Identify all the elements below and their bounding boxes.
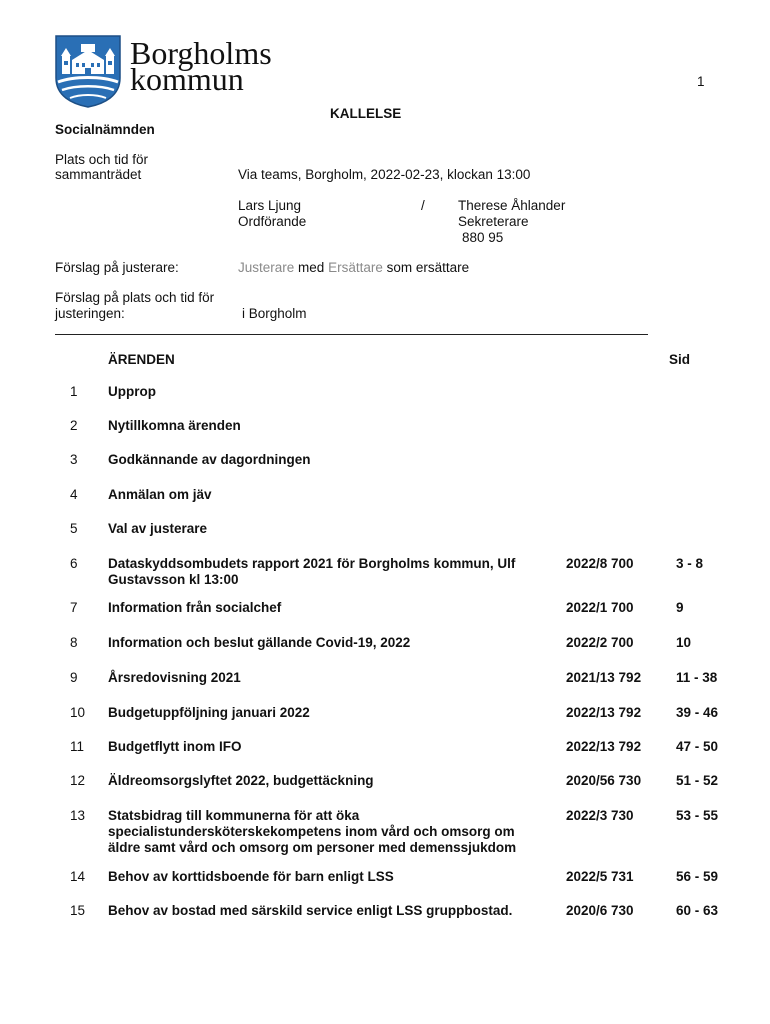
agenda-item-pages: 51 - 52	[676, 773, 719, 788]
agenda-item-diarienummer: 2022/13 792	[566, 739, 642, 754]
agenda-item-title: Anmälan om jäv	[108, 487, 212, 502]
agenda-item-number: 7	[70, 600, 78, 615]
agenda-item-diarienummer: 2022/2 700	[566, 635, 634, 650]
agenda-item-title: Behov av bostad med särskild service enligt LSS gruppbostad.	[108, 903, 513, 918]
agenda-item-number: 15	[70, 903, 86, 918]
secretary-name: Therese Åhlander	[458, 198, 566, 213]
page-number: 1	[697, 74, 705, 89]
agenda-item-pages: 53 - 55	[676, 808, 719, 823]
agenda-item-pages: 56 - 59	[676, 869, 719, 884]
secretary-phone: 880 95	[462, 230, 504, 245]
agenda-item-title: Information från socialchef	[108, 600, 282, 615]
chair-role: Ordförande	[238, 214, 307, 229]
agenda-item-number: 5	[70, 521, 78, 536]
agenda-item-number: 1	[70, 384, 78, 399]
document-type: KALLELSE	[330, 106, 402, 121]
agenda-item-number: 9	[70, 670, 78, 685]
justerare-suffix: som ersättare	[386, 260, 470, 275]
agenda-item-title: Budgetflytt inom IFO	[108, 739, 242, 754]
justering-value: i Borgholm	[242, 306, 307, 321]
signature-separator: /	[421, 198, 425, 213]
place-label-cont: sammanträdet	[55, 167, 142, 182]
justerare-placeholder: Justerare	[238, 260, 295, 275]
coat-of-arms-icon	[54, 34, 122, 108]
agenda-item-pages: 9	[676, 600, 684, 615]
agenda-item-pages: 60 - 63	[676, 903, 719, 918]
agenda-item-number: 11	[70, 739, 85, 754]
agenda-item-title: Behov av korttidsboende för barn enligt LSS	[108, 869, 394, 884]
agenda-item-diarienummer: 2022/3 730	[566, 808, 634, 823]
agenda-header-sid: Sid	[669, 352, 691, 367]
agenda-item-title: Information och beslut gällande Covid-19, 2022	[108, 635, 411, 650]
chair-name: Lars Ljung	[238, 198, 302, 213]
agenda-item-number: 10	[70, 705, 86, 720]
agenda-item-diarienummer: 2021/13 792	[566, 670, 642, 685]
logo-text-line1: Borgholms	[130, 35, 272, 71]
agenda-item-title: Budgetuppföljning januari 2022	[108, 705, 310, 720]
agenda-item-title: Upprop	[108, 384, 156, 399]
agenda-item-title: Val av justerare	[108, 521, 208, 536]
agenda-header-arenden: ÄRENDEN	[108, 352, 175, 367]
agenda-item-number: 6	[70, 556, 78, 571]
agenda-item-title: Nytillkomna ärenden	[108, 418, 241, 433]
agenda-item-pages: 10	[676, 635, 692, 650]
agenda-item-diarienummer: 2020/56 730	[566, 773, 642, 788]
agenda-item-number: 14	[70, 869, 86, 884]
agenda-item-title: Godkännande av dagordningen	[108, 452, 311, 467]
agenda-item-number: 3	[70, 452, 78, 467]
agenda-item-diarienummer: 2022/8 700	[566, 556, 634, 571]
secretary-role: Sekreterare	[458, 214, 529, 229]
agenda-item-title: Äldreomsorgslyftet 2022, budgettäckning	[108, 773, 374, 788]
agenda-item-diarienummer: 2020/6 730	[566, 903, 634, 918]
agenda-item-diarienummer: 2022/5 731	[566, 869, 634, 884]
justerare-line	[238, 260, 469, 275]
logo	[54, 34, 122, 111]
ersattare-placeholder: Ersättare	[328, 260, 383, 275]
agenda-item-number: 4	[70, 487, 78, 502]
place-label: Plats och tid för	[55, 152, 149, 167]
agenda-item-title: Statsbidrag till kommunerna för att öka specialistundersköterskekompetens inom vård och omsorg om äldre samt vård och omsorg om personer med demenssjukdom	[108, 808, 517, 855]
agenda-item-diarienummer: 2022/1 700	[566, 600, 634, 615]
agenda-item-pages: 3 - 8	[676, 556, 704, 571]
agenda-item-number: 2	[70, 418, 78, 433]
divider-line	[55, 334, 648, 335]
place-value: Via teams, Borgholm, 2022-02-23, klockan 13:00	[238, 167, 531, 182]
justerare-label: Förslag på justerare:	[55, 260, 179, 275]
agenda-item-pages: 11 - 38	[676, 670, 718, 685]
agenda-item-number: 8	[70, 635, 78, 650]
committee-name: Socialnämnden	[55, 122, 155, 137]
agenda-item-title: Årsredovisning 2021	[108, 670, 241, 685]
agenda-item-diarienummer: 2022/13 792	[566, 705, 642, 720]
justering-label: Förslag på plats och tid för	[55, 290, 215, 305]
agenda-item-pages: 47 - 50	[676, 739, 719, 754]
agenda-item-number: 13	[70, 808, 86, 823]
logo-text-line2: kommun	[130, 61, 244, 97]
agenda-item-number: 12	[70, 773, 86, 788]
agenda-item-pages: 39 - 46	[676, 705, 719, 720]
justerare-med: med	[298, 260, 325, 275]
agenda-item-title: Dataskyddsombudets rapport 2021 för Borgholms kommun, Ulf Gustavsson kl 13:00	[108, 556, 516, 587]
justering-label-cont: justeringen:	[55, 306, 125, 321]
